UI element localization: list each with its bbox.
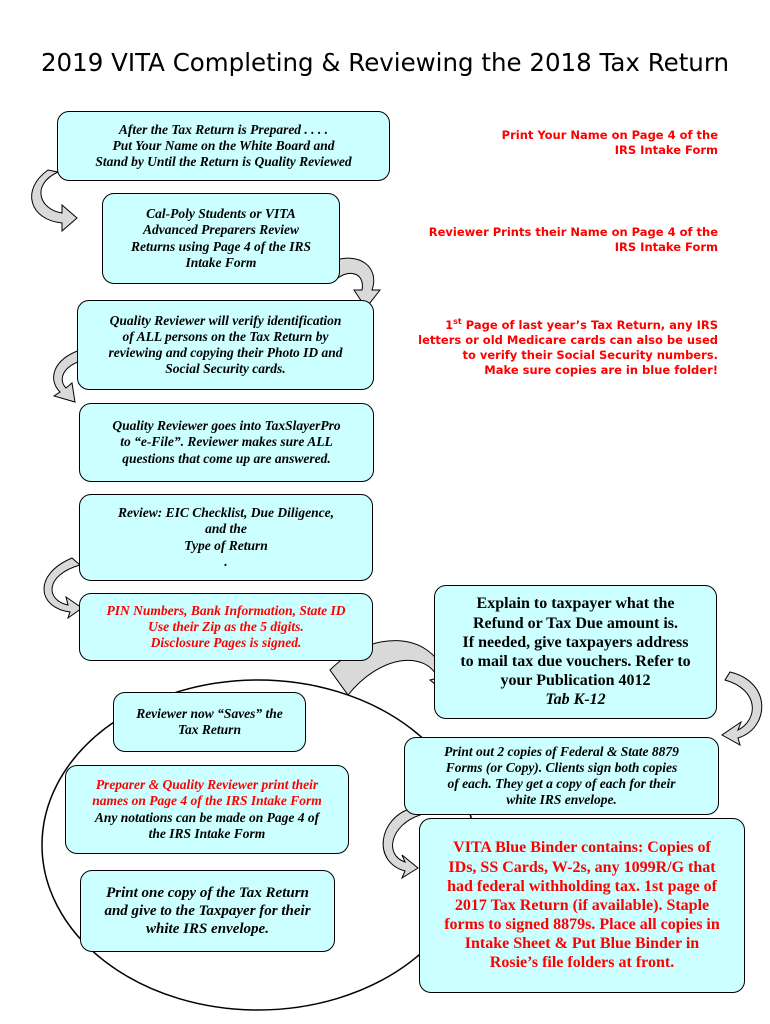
print-8879-box — [404, 737, 719, 815]
step-verify-id-box — [77, 300, 374, 390]
explain-refund-tab: Tab K-12 — [545, 691, 606, 709]
step-print-copy-box — [80, 870, 335, 952]
step-efile-box — [79, 403, 374, 482]
step-print-names-box — [65, 765, 349, 854]
step-eic-review-text: Review: EIC Checklist, Due Diligence, and the Type of Return . — [118, 505, 334, 569]
step-verify-id-text: Quality Reviewer will verify identification of ALL persons on the Tax Return by reviewing and copying their Photo ID and Social Security cards. — [108, 312, 343, 377]
page-title: 2019 VITA Completing & Reviewing the 2018 Tax Return — [40, 48, 730, 77]
curved-arrow-4 — [44, 558, 82, 618]
step-pin-box — [79, 593, 373, 661]
blue-binder-text: VITA Blue Binder contains: Copies of IDs, SS Cards, W-2s, any 1099R/G that had federal withholding tax. 1st page of 2017 Tax Return (if available). Staple forms to signed 8879s. Place all copies in Intake Sheet & Put Blue Binder in Rosie’s file folders at front. — [444, 839, 720, 972]
note-reviewer-prints: Reviewer Prints their Name on Page 4 of the IRS Intake Form — [428, 225, 718, 254]
step-save-box — [113, 692, 306, 752]
print-8879-text: Print out 2 copies of Federal & State 8879 Forms (or Copy). Clients sign both copies of each. They get a copy of each for their white IRS envelope. — [444, 743, 679, 808]
step-save-text: Reviewer now “Saves” the Tax Return — [136, 705, 283, 737]
explain-refund-box — [434, 585, 717, 719]
step-prepared-box — [57, 111, 390, 181]
explain-refund-text: Explain to taxpayer what the Refund or Tax Due amount is. If needed, give taxpayers address to mail tax due vouchers. Refer to your Publication 4012 — [460, 595, 691, 690]
step-print-copy-text: Print one copy of the Tax Return and give to the Taxpayer for their white IRS envelope. — [104, 885, 311, 937]
blue-binder-box — [419, 818, 745, 993]
note-first-page-text: Page of last year’s Tax Return, any IRS letters or old Medicare cards can also be used to verify their Social Security numbers. Make sure copies are in blue folder! — [418, 317, 718, 377]
step-print-names-red-text: Preparer & Quality Reviewer print their names on Page 4 of the IRS Intake Form — [92, 777, 322, 809]
step-pin-text: PIN Numbers, Bank Information, State ID Use their Zip as the 5 digits. Disclosure Pages is signed. — [106, 602, 346, 651]
note-print-name: Print Your Name on Page 4 of the IRS Intake Form — [501, 128, 718, 157]
step-efile-text: Quality Reviewer goes into TaxSlayerPro to “e-File”. Reviewer makes sure ALL questions that come up are answered. — [112, 418, 341, 466]
note-first-page-num: 1 — [445, 317, 454, 332]
step-review-students-box — [102, 193, 340, 284]
note-first-page-sup: st — [453, 317, 462, 326]
step-review-students-text: Cal-Poly Students or VITA Advanced Preparers Review Returns using Page 4 of the IRS Intake Form — [130, 206, 312, 270]
step-print-names-notes-text: Any notations can be made on Page 4 of the IRS Intake Form — [94, 809, 320, 841]
curved-arrow-7 — [383, 808, 420, 878]
curved-arrow-6 — [722, 672, 762, 745]
step-eic-review-box — [79, 494, 373, 581]
step-prepared-text: After the Tax Return is Prepared . . . . Put Your Name on the White Board and Stand by Until the Return is Quality Reviewed — [95, 121, 352, 170]
note-first-page — [380, 317, 718, 378]
